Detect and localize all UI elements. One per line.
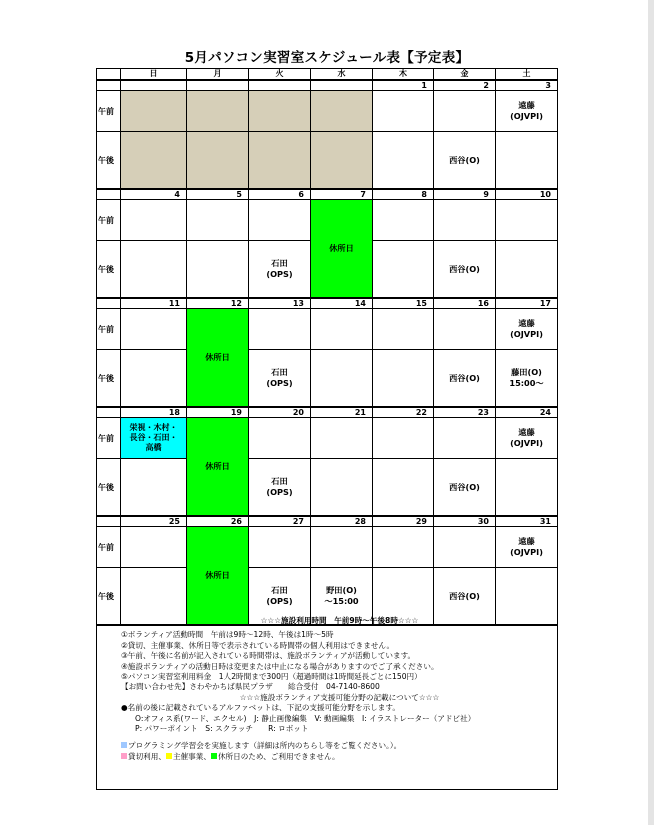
pm-slot — [311, 459, 373, 516]
am-slot — [249, 418, 311, 459]
pm-slot — [496, 132, 558, 189]
pm-slot-booked: 石田 (OPS) — [249, 350, 311, 407]
am-label: 午前 — [96, 200, 121, 241]
date-number: 17 — [496, 298, 558, 309]
pm-slot — [496, 241, 558, 298]
pm-slot — [311, 132, 373, 189]
weekday-header-1: 月 — [187, 68, 249, 80]
am-label: 午前 — [96, 91, 121, 132]
pm-slot — [373, 241, 434, 298]
date-number: 15 — [373, 298, 434, 309]
pm-slot — [249, 132, 311, 189]
date-number: 4 — [121, 189, 187, 200]
contact-line: 【お問い合わせ先】さわやかちば県民プラザ 総合受付 04-7140-8600 — [121, 682, 380, 692]
pm-slot — [121, 241, 187, 298]
pm-slot-booked: 西谷(O) — [434, 350, 496, 407]
weekday-header-6: 土 — [496, 68, 558, 80]
date-number: 16 — [434, 298, 496, 309]
closed-day-cell: 休所日 — [187, 309, 249, 407]
date-number: 26 — [187, 516, 249, 527]
date-number: 8 — [373, 189, 434, 200]
page-edge — [648, 0, 654, 825]
legend-rental: 貸切利用、 — [128, 751, 166, 761]
weekday-header-2: 火 — [249, 68, 311, 80]
am-slot — [249, 200, 311, 241]
date-number: 23 — [434, 407, 496, 418]
pm-slot — [187, 132, 249, 189]
am-label: 午前 — [96, 418, 121, 459]
pm-slot — [121, 350, 187, 407]
pm-label: 午後 — [96, 132, 121, 189]
am-label: 午前 — [96, 309, 121, 350]
am-slot — [121, 309, 187, 350]
date-number: 2 — [434, 80, 496, 91]
program-square-icon — [121, 742, 127, 748]
note-line-2: ②貸切、主催事業、休所日等で表示されている時間帯の個人利用はできません。 — [121, 640, 395, 650]
pm-slot — [373, 350, 434, 407]
week-separator — [96, 80, 558, 81]
am-label: 午前 — [96, 527, 121, 568]
week-separator — [96, 516, 558, 517]
week-5-number-blank — [96, 516, 121, 527]
am-slot — [187, 91, 249, 132]
am-slot-booked: 遠藤 (OJVPI) — [496, 91, 558, 132]
legend-closed: 休所日のため、ご利用できません。 — [217, 751, 340, 761]
date-number: 19 — [187, 407, 249, 418]
weekday-header-0: 日 — [121, 68, 187, 80]
am-slot-booked: 栄視・木村・ 長谷・石田・ 高橋 — [121, 418, 187, 459]
date-number: 22 — [373, 407, 434, 418]
week-1-number-blank — [96, 80, 121, 91]
am-slot — [373, 200, 434, 241]
am-slot-booked: 遠藤 (OJVPI) — [496, 309, 558, 350]
date-number — [311, 80, 373, 91]
note-line-3: ③午前、午後に名前が記入されている時間帯は、施設ボランティアが活動しています。 — [121, 651, 416, 661]
date-number: 13 — [249, 298, 311, 309]
date-number: 11 — [121, 298, 187, 309]
pm-slot — [311, 350, 373, 407]
am-slot — [121, 91, 187, 132]
hours-title: ☆☆☆施設利用時間 午前9時～午後8時☆☆☆ — [260, 616, 419, 625]
am-slot — [434, 309, 496, 350]
pm-slot-booked: 石田 (OPS) — [249, 241, 311, 298]
pm-slot — [373, 132, 434, 189]
pm-slot — [187, 241, 249, 298]
support-fields-line-2: P: パワーポイント S: スクラッチ R: ロボット — [135, 724, 309, 734]
pm-slot — [373, 459, 434, 516]
am-slot-booked: 遠藤 (OJVPI) — [496, 527, 558, 568]
pm-slot-booked: 西谷(O) — [434, 459, 496, 516]
legend-sponsor: 主催事業、 — [172, 751, 211, 761]
closed-day-cell: 休所日 — [311, 200, 373, 298]
note-line-5: ⑤パソコン実習室利用料金 1人2時間まで300円（超過時間は1時間延長ごとに150円） — [121, 672, 422, 682]
week-4-number-blank — [96, 407, 121, 418]
pm-slot — [121, 132, 187, 189]
date-number: 10 — [496, 189, 558, 200]
date-number: 3 — [496, 80, 558, 91]
header-corner — [96, 68, 121, 80]
pm-label: 午後 — [96, 241, 121, 298]
am-slot — [121, 200, 187, 241]
pm-slot-booked: 石田 (OPS) — [249, 459, 311, 516]
date-number: 18 — [121, 407, 187, 418]
am-slot — [311, 418, 373, 459]
note-line-4: ④施設ボランティアの活動日時は変更または中止になる場合がありますのでご了承ください。 — [121, 661, 439, 671]
legend-line — [121, 752, 558, 762]
pm-slot-booked: 西谷(O) — [434, 241, 496, 298]
pm-label: 午後 — [96, 568, 121, 625]
program-line — [121, 741, 558, 751]
page-title: 5月パソコン実習室スケジュール表【予定表】 — [184, 50, 470, 66]
pm-slot-booked: 西谷(O) — [434, 132, 496, 189]
week-separator — [96, 407, 558, 408]
support-title: ☆☆☆施設ボランティア支援可能分野の記載について☆☆☆ — [239, 692, 440, 702]
date-number: 6 — [249, 189, 311, 200]
weekday-header-5: 金 — [434, 68, 496, 80]
date-number: 20 — [249, 407, 311, 418]
sponsor-square-icon — [166, 753, 172, 759]
week-separator — [96, 298, 558, 299]
pm-slot-booked: 野田(O) ～15:00 — [311, 568, 373, 625]
notes-section — [121, 616, 558, 762]
pm-slot-booked: 藤田(O) 15:00～ — [496, 350, 558, 407]
am-slot — [434, 418, 496, 459]
am-slot — [311, 91, 373, 132]
date-number: 27 — [249, 516, 311, 527]
weekday-header-3: 水 — [311, 68, 373, 80]
date-number: 1 — [373, 80, 434, 91]
date-number: 29 — [373, 516, 434, 527]
am-slot — [311, 309, 373, 350]
am-slot — [311, 527, 373, 568]
date-number: 28 — [311, 516, 373, 527]
pm-slot — [496, 459, 558, 516]
date-number — [187, 80, 249, 91]
note-line-1: ①ボランティア活動時間 午前は9時～12時、午後は1時～5時 — [121, 630, 334, 640]
week-separator — [96, 189, 558, 190]
closed-square-icon — [211, 753, 217, 759]
am-slot — [249, 91, 311, 132]
am-slot — [434, 200, 496, 241]
date-number: 9 — [434, 189, 496, 200]
am-slot — [249, 309, 311, 350]
closed-day-cell: 休所日 — [187, 418, 249, 516]
am-slot — [373, 91, 434, 132]
date-number: 12 — [187, 298, 249, 309]
am-slot — [434, 91, 496, 132]
date-number: 14 — [311, 298, 373, 309]
week-3-number-blank — [96, 298, 121, 309]
week-2-number-blank — [96, 189, 121, 200]
date-number: 24 — [496, 407, 558, 418]
date-number — [249, 80, 311, 91]
am-slot — [496, 200, 558, 241]
weekday-header-4: 木 — [373, 68, 434, 80]
date-number: 25 — [121, 516, 187, 527]
program-text: プログラミング学習会を実施します（詳細は所内のちらし等をご覧ください。）。 — [128, 741, 402, 751]
date-number: 31 — [496, 516, 558, 527]
pm-label: 午後 — [96, 459, 121, 516]
am-slot — [434, 527, 496, 568]
date-number: 21 — [311, 407, 373, 418]
date-number: 5 — [187, 189, 249, 200]
pm-slot — [121, 459, 187, 516]
am-slot — [373, 309, 434, 350]
date-number — [121, 80, 187, 91]
support-intro: ●名前の後に記載されているアルファベットは、下記の支援可能分野を示します。 — [121, 703, 400, 713]
am-slot — [249, 527, 311, 568]
am-slot — [121, 527, 187, 568]
date-number: 30 — [434, 516, 496, 527]
support-fields-line-1: O:オフィス系(ワード、エクセル) J: 静止画像編集 V: 動画編集 I: イラストレーター（アドビ社） — [135, 713, 476, 723]
am-slot — [373, 418, 434, 459]
pm-slot-booked: 石田 (OPS) — [249, 568, 311, 625]
am-slot-booked: 遠藤 (OJVPI) — [496, 418, 558, 459]
closed-day-cell: 休所日 — [187, 527, 249, 625]
pm-label: 午後 — [96, 350, 121, 407]
pm-slot-booked: 西谷(O) — [434, 568, 496, 625]
date-number: 7 — [311, 189, 373, 200]
am-slot — [187, 200, 249, 241]
am-slot — [373, 527, 434, 568]
rental-square-icon — [121, 753, 127, 759]
